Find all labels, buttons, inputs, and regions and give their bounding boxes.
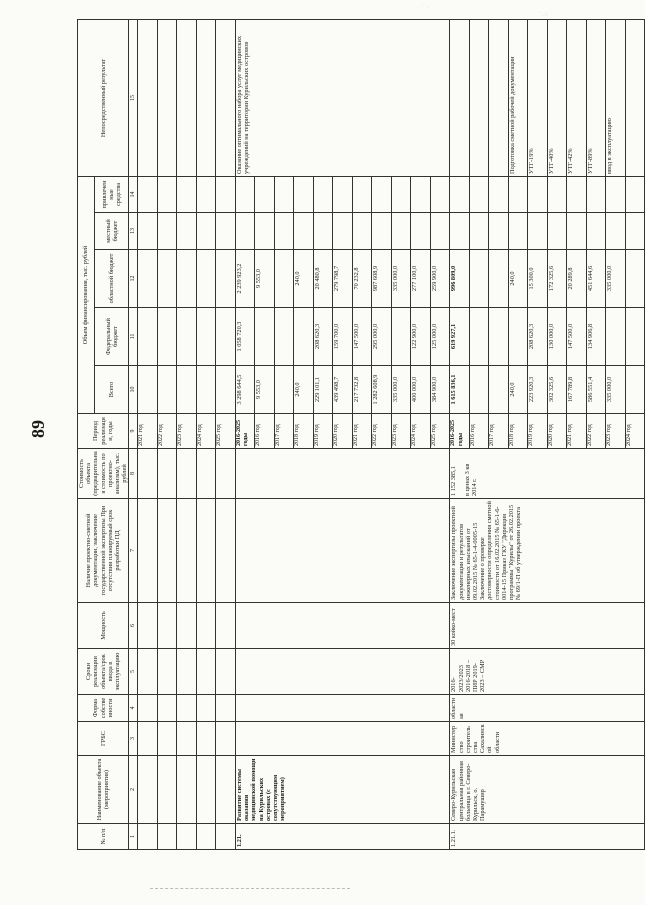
table-cell — [235, 213, 255, 250]
col-header-7: Наличие проектно-сметной документации, заключение государственной экспертизы При отсутствии планируемый срок разработки ПД — [78, 499, 129, 603]
table-cell — [177, 824, 197, 850]
period-cell: 2023 год — [606, 414, 626, 449]
total-cell: 586 551,4 — [586, 366, 606, 414]
table-cell — [255, 213, 275, 250]
cost-cell — [450, 449, 645, 499]
table-cell — [157, 250, 177, 308]
table-cell — [508, 213, 528, 250]
table-header — [78, 19, 138, 849]
regional-budget-cell — [489, 250, 509, 308]
column-number: 14 — [129, 176, 138, 212]
table-cell — [138, 649, 158, 695]
col-header-4: Форма собственности — [78, 695, 129, 722]
period-cell: 2022 год — [586, 414, 606, 449]
column-number: 12 — [129, 250, 138, 308]
col-header-14: привлеченные средства — [95, 176, 129, 212]
period-cell: 2016 год — [255, 414, 275, 449]
table-cell — [177, 250, 197, 308]
federal-budget-cell: 125 000,0 — [430, 308, 450, 366]
regional-budget-cell: 335 000,0 — [606, 250, 626, 308]
period-cell: 2024 год — [625, 414, 645, 449]
table-cell — [606, 213, 626, 250]
table-row — [235, 19, 255, 849]
table-cell — [196, 176, 216, 212]
table-row — [196, 19, 216, 849]
table-cell — [196, 824, 216, 850]
period-cell: 2023 год — [391, 414, 411, 449]
regional-budget-cell: 70 232,8 — [352, 250, 372, 308]
table-cell — [196, 603, 216, 649]
regional-budget-cell: 277 100,0 — [411, 250, 431, 308]
table-cell — [138, 499, 158, 603]
table-cell — [157, 756, 177, 824]
period-cell: 2018 год — [508, 414, 528, 449]
result-cell: Оказание оптимального набора услуг медицинских учреждений на территории Курильских островов — [235, 19, 450, 176]
table-cell — [157, 499, 177, 603]
table-row — [216, 19, 236, 849]
table-cell — [255, 176, 275, 212]
table-cell — [157, 449, 177, 499]
table-cell — [177, 722, 197, 756]
table-cell — [196, 449, 216, 499]
result-cell: ввод в эксплуатацию — [606, 19, 626, 176]
table-cell — [489, 176, 509, 212]
table-cell — [138, 19, 158, 176]
table-cell — [177, 756, 197, 824]
table-cell — [177, 176, 197, 212]
table-cell — [216, 308, 236, 366]
total-cell: 400 000,0 — [411, 366, 431, 414]
table-cell — [352, 213, 372, 250]
federal-budget-cell: 1 058 720,3 — [235, 308, 255, 366]
table-cell — [235, 722, 450, 756]
table-cell — [294, 176, 314, 212]
period-cell: 2022 год — [157, 414, 177, 449]
period-cell: 2016 год — [469, 414, 489, 449]
federal-budget-cell: 134 906,8 — [586, 308, 606, 366]
col-header-11: Федеральный бюджет — [95, 308, 129, 366]
period-cell: 2016-2025 годы — [235, 414, 255, 449]
col-header-15: Непосредственный результат — [78, 19, 129, 176]
period-cell: 2024 год — [196, 414, 216, 449]
total-cell: 3 298 644,5 — [235, 366, 255, 414]
table-cell — [216, 756, 236, 824]
table-cell — [625, 176, 645, 212]
table-cell — [138, 449, 158, 499]
table-cell — [196, 19, 216, 176]
result-cell: Подготовка сметной рабочей документации — [508, 19, 528, 176]
table-cell — [235, 603, 450, 649]
table-cell — [313, 213, 333, 250]
row-number: 1.21. — [235, 824, 450, 850]
federal-budget-cell — [606, 308, 626, 366]
table-cell — [528, 213, 548, 250]
table-cell — [430, 176, 450, 212]
federal-budget-cell — [508, 308, 528, 366]
regional-budget-cell: 20 480,8 — [313, 250, 333, 308]
federal-budget-cell — [469, 308, 489, 366]
table-body — [138, 19, 645, 849]
total-cell — [625, 366, 645, 414]
table-cell — [157, 308, 177, 366]
table-cell — [450, 213, 470, 250]
table-cell — [138, 695, 158, 722]
table-cell — [177, 449, 197, 499]
period-cell: 2021 год — [352, 414, 372, 449]
column-number: 9 — [129, 414, 138, 449]
table-cell — [391, 213, 411, 250]
federal-budget-cell — [625, 308, 645, 366]
table-cell — [216, 824, 236, 850]
table-cell — [196, 499, 216, 603]
total-cell: 439 498,7 — [333, 366, 353, 414]
regional-budget-cell: 2 239 923,2 — [235, 250, 255, 308]
table-cell — [157, 695, 177, 722]
column-number: 13 — [129, 213, 138, 250]
table-cell — [216, 499, 236, 603]
table-cell — [430, 213, 450, 250]
federal-budget-cell — [294, 308, 314, 366]
table-cell — [235, 695, 450, 722]
table-cell — [528, 176, 548, 212]
table-cell — [216, 250, 236, 308]
col-header-2: Наименование объекта (мероприятия) — [78, 756, 129, 824]
col-header-1: № п/п — [78, 824, 129, 850]
table-cell — [196, 756, 216, 824]
period-cell: 2021 год — [567, 414, 587, 449]
regional-budget-cell: 279 798,7 — [333, 250, 353, 308]
regional-budget-cell — [274, 250, 294, 308]
rotated-table-wrapper — [77, 20, 632, 850]
project-doc-cell: Заключение экспертизы проектной документации и результатов инженерных изысканий от 09.02.2015 № 65-1-4-0005-15 Заключение о проверке достоверности определения сметной стоимости от 16.02.2015 № 65-1-6-0014-15 Приказ ГКУ "Дирекция программы "Курилы" от 26.02.2015 № 69/1-П об утверждении проекта — [450, 499, 645, 603]
result-cell: УТГ-42% — [567, 19, 587, 176]
table-cell — [547, 176, 567, 212]
table-cell — [157, 366, 177, 414]
regional-budget-cell: 451 644,6 — [586, 250, 606, 308]
period-cell: 2025 год — [216, 414, 236, 449]
federal-budget-cell: 122 900,0 — [411, 308, 431, 366]
table-cell — [216, 19, 236, 176]
total-cell: 9 553,0 — [255, 366, 275, 414]
total-cell: 302 325,6 — [547, 366, 567, 414]
table-cell — [216, 722, 236, 756]
result-cell — [489, 19, 509, 176]
col-header-5: Сроки реализации объекта/срок ввода в эксплуатацию — [78, 649, 129, 695]
col-header-6: Мощность — [78, 603, 129, 649]
table-cell — [411, 213, 431, 250]
col-header-12: областной бюджет — [95, 250, 129, 308]
result-cell: УТГ-89% — [586, 19, 606, 176]
federal-budget-cell: 208 620,3 — [528, 308, 548, 366]
table-cell — [177, 649, 197, 695]
table-cell — [294, 213, 314, 250]
table-cell — [274, 213, 294, 250]
table-cell — [196, 250, 216, 308]
period-cell: 2024 год — [411, 414, 431, 449]
result-cell — [450, 19, 470, 176]
total-cell: 167 789,8 — [567, 366, 587, 414]
regional-budget-cell: 172 325,6 — [547, 250, 567, 308]
result-cell — [469, 19, 489, 176]
table-cell — [235, 449, 450, 499]
table-cell — [216, 695, 236, 722]
federal-budget-cell: 159 700,0 — [333, 308, 353, 366]
table-cell — [235, 649, 450, 695]
federal-budget-cell: 208 620,3 — [313, 308, 333, 366]
total-cell — [469, 366, 489, 414]
table-cell — [177, 603, 197, 649]
table-cell — [177, 366, 197, 414]
table-cell — [177, 213, 197, 250]
table-cell — [157, 213, 177, 250]
table-cell — [157, 603, 177, 649]
total-cell: 335 000,0 — [391, 366, 411, 414]
table-cell — [274, 176, 294, 212]
table-cell — [313, 176, 333, 212]
cost-value: 1 152 385,1 — [450, 466, 458, 496]
total-cell: 217 732,8 — [352, 366, 372, 414]
table-cell — [216, 603, 236, 649]
column-number: 11 — [129, 308, 138, 366]
terms-cell: 2016-2023/2023 2016-2018 – ПИР 2019-2023 – СМР — [450, 649, 645, 695]
table-cell — [177, 308, 197, 366]
table-cell — [508, 176, 528, 212]
scan-noise: ·˙ ·.˙ — [420, 4, 431, 10]
total-cell: 1 615 836,1 — [450, 366, 470, 414]
table-cell — [216, 366, 236, 414]
table-cell — [157, 649, 177, 695]
federal-budget-cell: 130 000,0 — [547, 308, 567, 366]
col-header-13: местный бюджет — [95, 213, 129, 250]
table-cell — [138, 213, 158, 250]
result-cell: УТГ-40% — [547, 19, 567, 176]
table-cell — [567, 176, 587, 212]
column-number: 15 — [129, 19, 138, 176]
period-cell: 2018 год — [294, 414, 314, 449]
table-cell — [177, 695, 197, 722]
table-cell — [333, 176, 353, 212]
program-table — [77, 19, 645, 850]
table-row — [157, 19, 177, 849]
total-cell: 335 000,0 — [606, 366, 626, 414]
table-cell — [138, 308, 158, 366]
table-cell — [216, 213, 236, 250]
table-cell — [489, 213, 509, 250]
period-cell: 2025 год — [430, 414, 450, 449]
column-number: 4 — [129, 695, 138, 722]
result-cell — [625, 19, 645, 176]
table-cell — [138, 722, 158, 756]
table-cell — [196, 308, 216, 366]
table-cell — [547, 213, 567, 250]
column-number: 1 — [129, 824, 138, 850]
page-number: 89 — [28, 420, 48, 438]
result-cell: УТГ-19% — [528, 19, 548, 176]
column-number: 5 — [129, 649, 138, 695]
table-row — [450, 19, 470, 849]
federal-budget-cell — [489, 308, 509, 366]
column-number: 10 — [129, 366, 138, 414]
period-cell: 2017 год — [489, 414, 509, 449]
table-cell — [625, 213, 645, 250]
column-number: 2 — [129, 756, 138, 824]
table-cell — [138, 603, 158, 649]
total-cell: 223 920,3 — [528, 366, 548, 414]
regional-budget-cell — [625, 250, 645, 308]
table-row — [177, 19, 197, 849]
column-number-row — [129, 19, 138, 849]
section-name: Развитие системы оказания медицинской помощи на Курильских островах (с сопутствующим мероприятием) — [235, 756, 450, 824]
table-cell — [157, 722, 177, 756]
table-cell — [606, 176, 626, 212]
table-cell — [138, 366, 158, 414]
table-cell — [235, 499, 450, 603]
table-cell — [196, 649, 216, 695]
period-cell: 2019 год — [313, 414, 333, 449]
table-cell — [216, 649, 236, 695]
period-cell: 2023 год — [177, 414, 197, 449]
cost-note: в ценах 3 кв 2014 г. — [463, 463, 478, 496]
col-header-9: Период реализации, годы — [78, 414, 129, 449]
table-cell — [411, 176, 431, 212]
table-cell — [391, 176, 411, 212]
federal-budget-cell — [255, 308, 275, 366]
table-cell — [469, 213, 489, 250]
table-cell — [586, 213, 606, 250]
grbs-cell: Министерство строительства Сахалинской области — [450, 722, 645, 756]
table-cell — [372, 176, 392, 212]
col-header-8: Стоимость объекта (предварительная стоимость по проектно-анализам), тыс. рублей — [78, 449, 129, 499]
total-cell: 384 900,0 — [430, 366, 450, 414]
regional-budget-cell: 987 608,9 — [372, 250, 392, 308]
column-number: 8 — [129, 449, 138, 499]
federal-budget-cell: 147 500,0 — [567, 308, 587, 366]
regional-budget-cell: 15 300,0 — [528, 250, 548, 308]
table-cell — [333, 213, 353, 250]
regional-budget-cell: 240,0 — [294, 250, 314, 308]
period-cell: 2016-2025 годы — [450, 414, 470, 449]
period-cell: 2022 год — [372, 414, 392, 449]
column-number: 7 — [129, 499, 138, 603]
column-number: 3 — [129, 722, 138, 756]
table-cell — [196, 695, 216, 722]
object-name: Северо-Курильская центральная районная больница в г. Северо-Курильск, о. Парамушир — [450, 756, 645, 824]
scan-edge-line — [150, 888, 350, 889]
table-row — [138, 19, 158, 849]
regional-budget-cell: 335 000,0 — [391, 250, 411, 308]
table-cell — [157, 176, 177, 212]
col-header-financing: Объем финансирования, тыс. рублей — [78, 176, 95, 413]
table-cell — [138, 756, 158, 824]
period-cell: 2017 год — [274, 414, 294, 449]
table-cell — [216, 449, 236, 499]
table-cell — [138, 176, 158, 212]
table-cell — [352, 176, 372, 212]
table-cell — [196, 366, 216, 414]
scan-noise: ˙.·: — [540, 12, 548, 18]
regional-budget-cell — [469, 250, 489, 308]
table-cell — [177, 19, 197, 176]
regional-budget-cell: 9 553,0 — [255, 250, 275, 308]
row-number: 1.21.1. — [450, 824, 645, 850]
table-cell — [196, 213, 216, 250]
table-cell — [138, 824, 158, 850]
col-header-10: Всего — [95, 366, 129, 414]
table-cell — [450, 176, 470, 212]
federal-budget-cell — [274, 308, 294, 366]
table-cell — [177, 499, 197, 603]
federal-budget-cell: 619 927,1 — [450, 308, 470, 366]
period-cell: 2020 год — [333, 414, 353, 449]
column-number: 6 — [129, 603, 138, 649]
table-cell — [235, 176, 255, 212]
col-header-3: ГРБС — [78, 722, 129, 756]
table-cell — [196, 722, 216, 756]
total-cell — [489, 366, 509, 414]
total-cell — [274, 366, 294, 414]
total-cell: 1 282 608,9 — [372, 366, 392, 414]
capacity-cell: 30 койко-мест — [450, 603, 645, 649]
table-cell — [157, 19, 177, 176]
regional-budget-cell: 240,0 — [508, 250, 528, 308]
period-cell: 2021 год — [138, 414, 158, 449]
federal-budget-cell: 147 500,0 — [352, 308, 372, 366]
regional-budget-cell: 20 289,8 — [567, 250, 587, 308]
table-cell — [216, 176, 236, 212]
ownership-cell: областная — [450, 695, 645, 722]
total-cell: 229 101,1 — [313, 366, 333, 414]
federal-budget-cell — [391, 308, 411, 366]
period-cell: 2020 год — [547, 414, 567, 449]
table-cell — [586, 176, 606, 212]
regional-budget-cell: 996 809,0 — [450, 250, 470, 308]
table-cell — [372, 213, 392, 250]
federal-budget-cell: 295 000,0 — [372, 308, 392, 366]
table-cell — [157, 824, 177, 850]
table-cell — [138, 250, 158, 308]
period-cell: 2019 год — [528, 414, 548, 449]
table-cell — [469, 176, 489, 212]
total-cell: 240,0 — [294, 366, 314, 414]
table-cell — [567, 213, 587, 250]
total-cell: 240,0 — [508, 366, 528, 414]
regional-budget-cell: 259 900,0 — [430, 250, 450, 308]
